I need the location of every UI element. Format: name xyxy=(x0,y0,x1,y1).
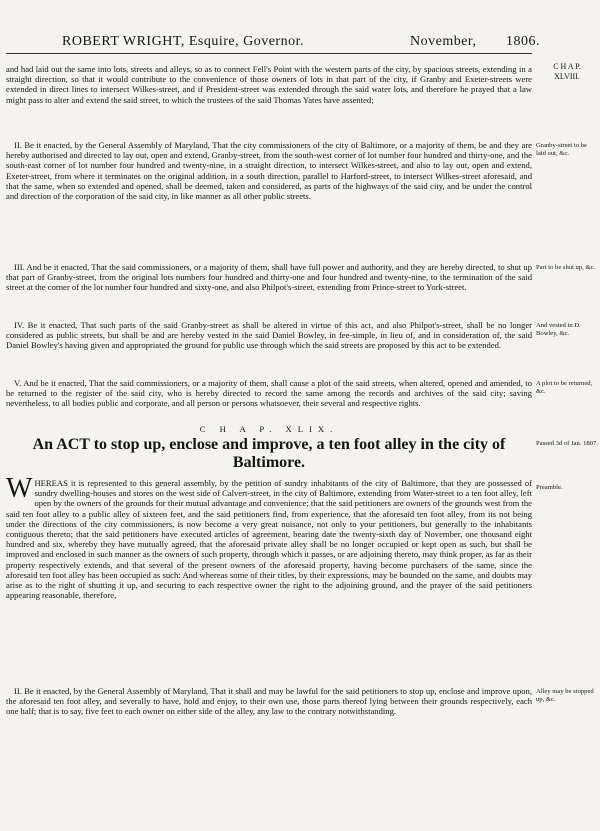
chapter-heading: C H A P. XLIX. xyxy=(199,424,339,434)
paragraph-text: V. And be it enacted, That the said commissioners, or a majority of them, shall cause a plot of the said streets, when altered, opened and amended, to be returned to the register of the said city, who is hereby directed to record the same among the records and archives of the said city; saving nevertheless, to all bodies public and corporate, and all person or persons whatsoever, their several and respective rights. xyxy=(6,378,532,409)
header-month: November, xyxy=(410,34,477,49)
paragraph-text: III. And be it enacted, That the said commissioners, or a majority of them, shall have full power and authority, and they are hereby directed, to shut up that part of Granby-street, from the original lots numbers four hundred and thirty-one and four hundred and twenty-nine, to the termination of the said street at the corner of the lot number four hundred and sixty-one, and also Philpot's-street, extending from Prince-street to York-street. xyxy=(6,262,532,293)
margin-note-final: Alley may be stopped up, &c. xyxy=(536,688,594,703)
section-2 xyxy=(6,140,532,201)
section-4 xyxy=(6,320,532,351)
margin-note-2: Granby-street to be laid out, &c. xyxy=(536,142,587,157)
margin-passed-date: Passed 3d of Jan. 1807. xyxy=(536,440,598,447)
paragraph-intro xyxy=(6,64,532,105)
act-title: An ACT to stop up, enclose and improve, a ten foot alley in the city of Baltimore. xyxy=(32,436,506,471)
paragraph-text: IV. Be it enacted, That such parts of the said Granby-street as shall be altered in virtue of this act, and also Philpot's-street, shall be no longer considered as public streets, but shall be and are hereby vested in the said Daniel Bowley, in fee-simple, in lieu of, and in consideration of, the said Daniel Bowley's having given and appropriated the ground for public use through which the said streets are proposed by this act to be extended. xyxy=(6,320,532,351)
drop-cap: W xyxy=(6,473,33,504)
paragraph-text: II. Be it enacted, by the General Assembly of Maryland, That it shall and may be lawful for the said petitioners to stop up, enclose and improve upon, the aforesaid ten foot alley, and severally to have, hold and enjoy, to their own use, those parts thereof lying between their grounds respectively, each one half; that is to say, five feet to each owner on either side of the alley, any law to the contrary notwithstanding. xyxy=(6,686,532,717)
paragraph-text: II. Be it enacted, by the General Assembly of Maryland, That the city commissioners of the city of Baltimore, or a majority of them, be and they are hereby authorised and directed to lay out, open and extend, Granby-street, from the south-west corner of lot number four hundred and thirty-one, and the south-east corner of lot number four hundred and twenty-nine, in a straight direction, to intersect Wilkes-street, and also to lay out, open and extend, Exeter-street, from where it terminates on the original addition, in a south direction, parallel to Harford-street, to intersect Wilkes-street aforesaid, and that the same, when so extended and opened, shall be deemed, taken and considered, as parts of the highways of the said city, and be under the control and direction of the corporation of the said city, in like manner as all other public streets. xyxy=(6,140,532,202)
paragraph-text: and had laid out the same into lots, streets and alleys, so as to connect Fell's Point with the western parts of the city, by spacious streets, extending in a straight direction, so that it would contribute to the convenience of those owners of lots in that part of the city, if Granby and Exeter-streets were extended in direct lines to intersect Wilkes-street, and if President-street was extended through the said water lots, and therefore he prayed that a law might pass to alter and extend the said street, to which the trustees of the said Thomas Yates have assented; xyxy=(6,64,532,105)
preamble xyxy=(6,473,532,601)
margin-preamble: Preamble. xyxy=(536,484,563,491)
header-year: 1806. xyxy=(506,34,540,49)
section-3 xyxy=(6,262,532,293)
margin-note-4: And vested in D. Bowley, &c. xyxy=(536,322,581,337)
header-rule xyxy=(6,53,532,54)
margin-chapter-number: C H A P. XLVIII. xyxy=(553,62,581,81)
section-final xyxy=(6,686,532,717)
margin-note-3: Part to be shut up, &c. xyxy=(536,264,596,271)
paragraph-text: HEREAS it is represented to this general assembly, by the petition of sundry inhabitants of the city of Baltimore, that they are possessed of sundry dwelling-houses and stores on the west side of Calvert-street, in the city of Baltimore, extending from Water-street to a ten foot alley, left open by the owners of the grounds for their mutual advantage and convenience; that the said petitioners are owners of the grounds west from the said ten foot alley to a public alley of sixteen feet, and the said petitioners find, from experience, that the aforesaid ten foot alley, from its not being under the directions of the city commissioners, is now become a very great nuisance, not only to your petitioners, but generally to the inhabitants contiguous thereto; that the said petitioners have executed articles of agreement, bearing date the twenty-sixth day of November, one thousand eight hundred and six, whereby they have mutually agreed, that the aforesaid private alley shall be no longer occupied or kept open as such, but shall be improved and enclosed in such manner as the owners of such property, through which it passes, or are adjoining thereto, may think proper, as far as their property respectively extends, and that several of the present owners of the aforesaid property, having become purchasers of the same, since the aforesaid ten foot alley has been occupied as such: And whereas some of their titles, by their expressions, may be bounded on the same, and doubts may arise as to the right of shutting it up, and securing to each respective owner the right to the adjoining ground, and the prayer of the said petitioners appearing reasonable, therefore, xyxy=(6,478,532,601)
margin-note-5: A plot to be returned, &c. xyxy=(536,380,593,395)
section-5 xyxy=(6,378,532,409)
header-title: ROBERT WRIGHT, Esquire, Governor. xyxy=(62,34,304,49)
